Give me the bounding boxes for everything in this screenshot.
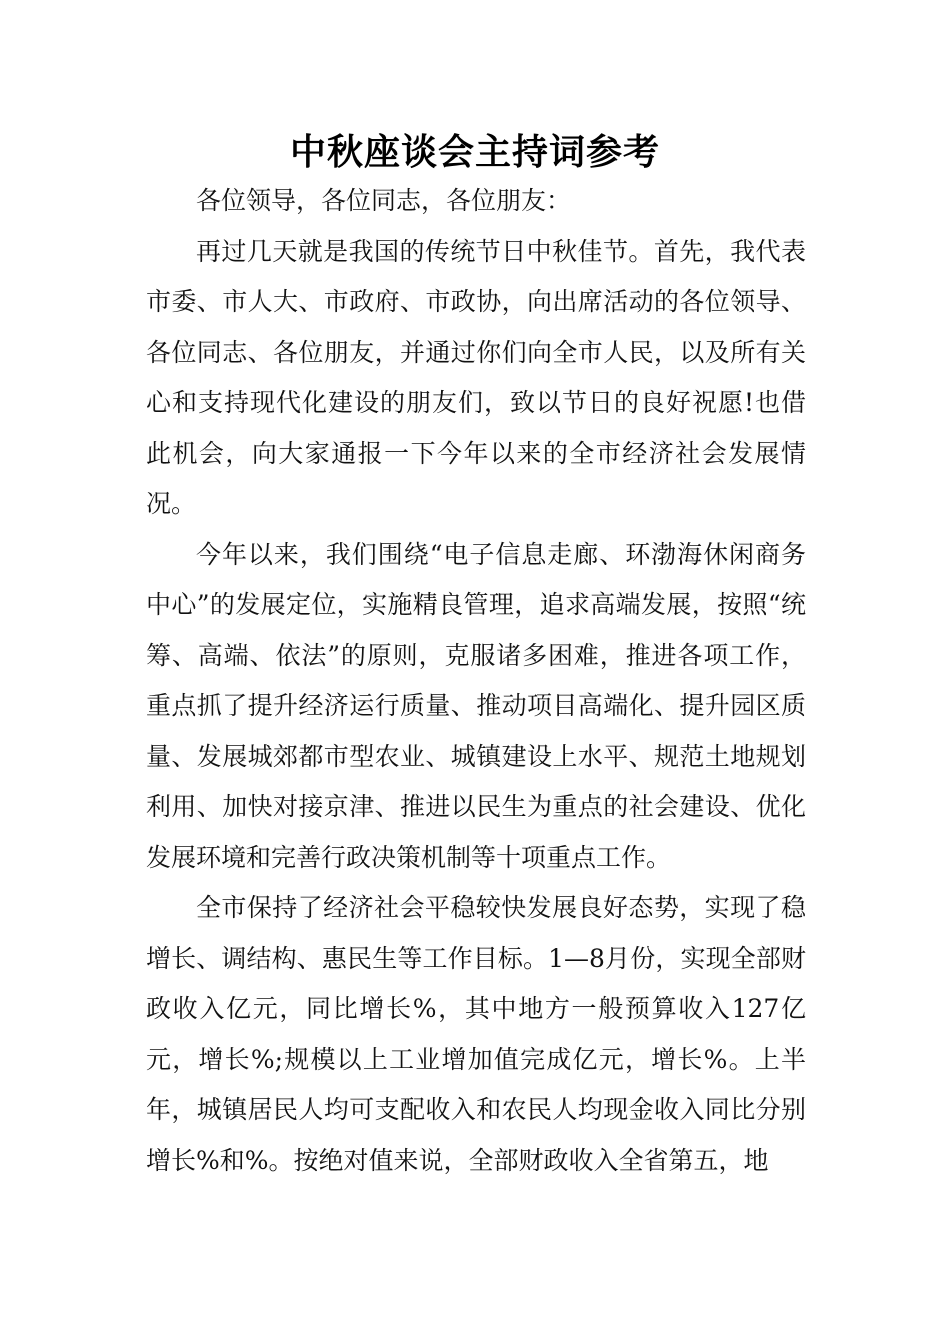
body-paragraph: 全市保持了经济社会平稳较快发展良好态势，实现了稳增长、调结构、惠民生等工作目标。1—8月份，实现全部财政收入亿元，同比增长%，其中地方一般预算收入127亿元，增长%;规模以上工业增加值完成亿元，增长%。上半年，城镇居民人均可支配收入和农民人均现金收入同比分别增长%和%。按绝对值来说，全部财政收入全省第五，地 [146, 893, 806, 1175]
document-title: 中秋座谈会主持词参考 [289, 131, 660, 173]
salutation-paragraph: 各位领导，各位同志，各位朋友： [196, 186, 572, 215]
body-paragraph: 今年以来，我们围绕“电子信息走廊、环渤海休闲商务中心”的发展定位，实施精良管理，追求高端发展，按照“统筹、高端、依法”的原则，克服诸多困难，推进各项工作，重点抓了提升经济运行质量、推动项目高端化、提升园区质量、发展城郊都市型农业、城镇建设上水平、规范土地规划利用、加快对接京津、推进以民生为重点的社会建设、优化发展环境和完善行政决策机制等十项重点工作。 [146, 539, 806, 872]
body-paragraph: 再过几天就是我国的传统节日中秋佳节。首先，我代表市委、市人大、市政府、市政协，向出席活动的各位领导、各位同志、各位朋友，并通过你们向全市人民，以及所有关心和支持现代化建设的朋友们，致以节日的良好祝愿!也借此机会，向大家通报一下今年以来的全市经济社会发展情况。 [146, 236, 806, 518]
document-body [146, 176, 806, 1186]
